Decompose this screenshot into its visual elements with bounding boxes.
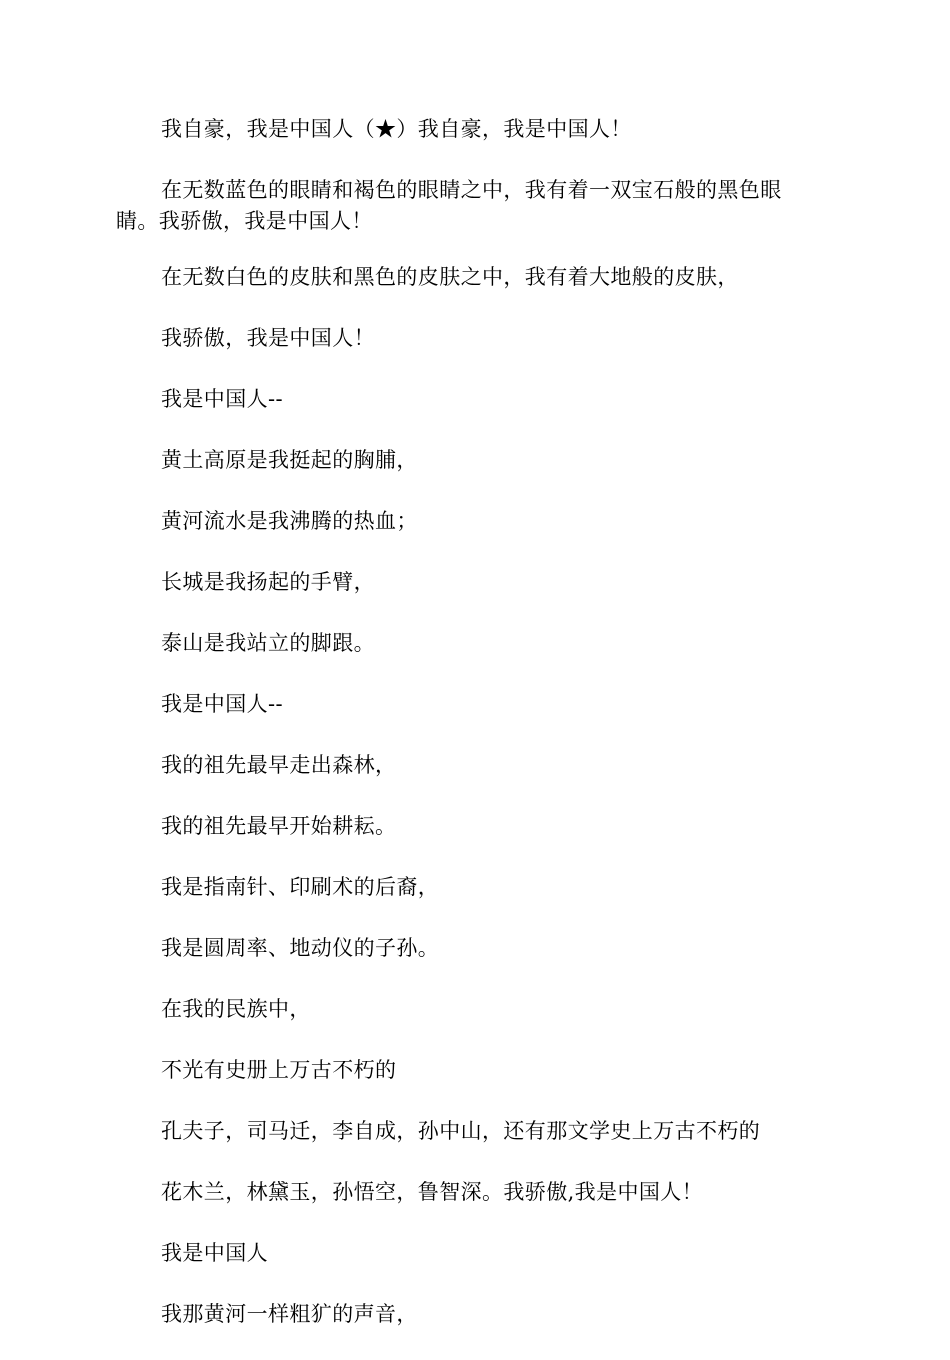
paragraph: 我是指南针、印刷术的后裔， — [161, 875, 440, 899]
paragraph: 花木兰，林黛玉，孙悟空，鲁智深。我骄傲,我是中国人！ — [161, 1180, 704, 1204]
paragraph: 我的祖先最早开始耕耘。 — [161, 814, 397, 838]
paragraph: 我的祖先最早走出森林， — [161, 753, 397, 777]
paragraph: 我骄傲，我是中国人！ — [161, 326, 375, 350]
paragraph: 泰山是我站立的脚跟。 — [161, 631, 375, 655]
paragraph: 黄河流水是我沸腾的热血； — [161, 509, 418, 533]
poem-body — [116, 114, 816, 1360]
paragraph: 我是圆周率、地动仪的子孙。 — [161, 936, 440, 960]
paragraph: 不光有史册上万古不朽的 — [161, 1058, 397, 1082]
paragraph: 在无数蓝色的眼睛和褐色的眼睛之中，我有着一双宝石般的黑色眼睛。我骄傲，我是中国人！ — [116, 178, 782, 233]
paragraph: 长城是我扬起的手臂， — [161, 570, 375, 594]
paragraph: 我是中国人-- — [161, 692, 283, 716]
paragraph: 在我的民族中， — [161, 997, 311, 1021]
paragraph: 我那黄河一样粗犷的声音， — [161, 1302, 418, 1326]
paragraph: 孔夫子，司马迁，李自成，孙中山，还有那文学史上万古不朽的 — [161, 1119, 761, 1143]
paragraph: 我是中国人 — [161, 1241, 268, 1265]
paragraph: 我自豪，我是中国人（★）我自豪，我是中国人！ — [161, 117, 632, 141]
paragraph: 在无数白色的皮肤和黑色的皮肤之中，我有着大地般的皮肤， — [161, 265, 739, 289]
paragraph: 黄土高原是我挺起的胸脯， — [161, 448, 418, 472]
paragraph: 我是中国人-- — [161, 387, 283, 411]
